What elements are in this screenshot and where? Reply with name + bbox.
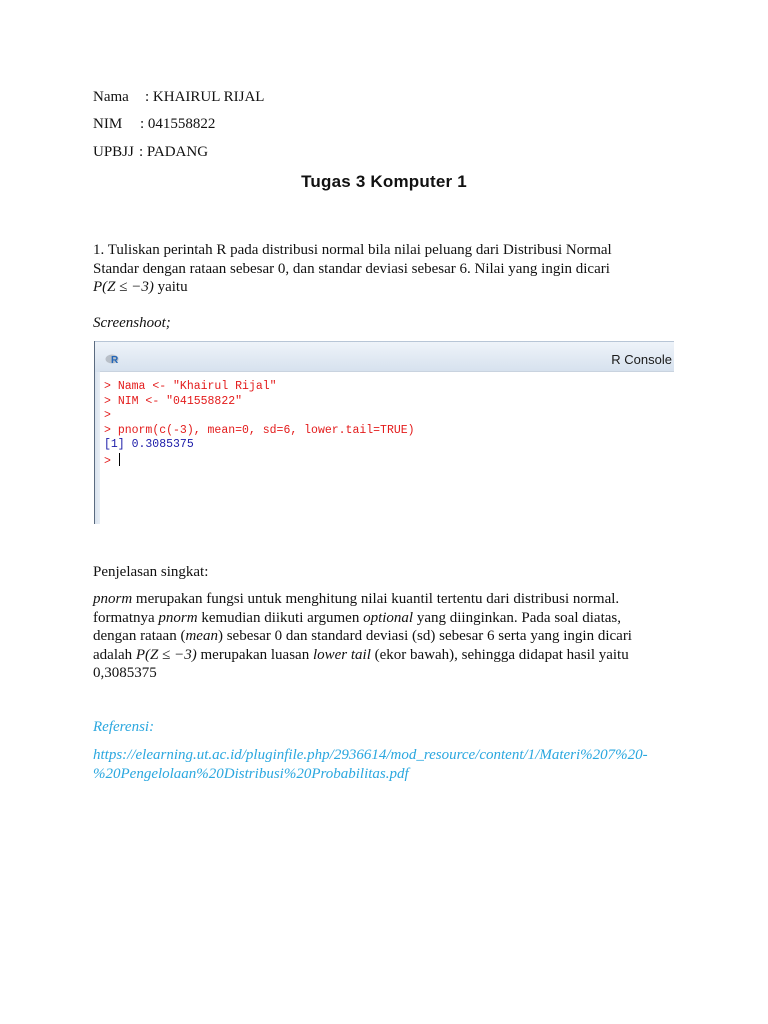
- explanation-text: adalah: [93, 646, 136, 663]
- console-line: [104, 438, 415, 453]
- reference-heading: Referensi:: [93, 719, 155, 735]
- explanation-text: yang diinginkan. Pada soal diatas,: [413, 609, 621, 626]
- term-lower-tail: lower tail: [312, 646, 371, 663]
- console-titlebar: [95, 341, 674, 372]
- explanation-text: dengan rataan (: [93, 628, 186, 644]
- document-title: Tugas 3 Komputer 1: [301, 172, 467, 191]
- explanation-text: merupakan luasan: [196, 646, 313, 663]
- console-line: [104, 424, 415, 439]
- console-prompt: >: [104, 454, 118, 468]
- console-line: [104, 395, 415, 410]
- explanation-text: merupakan fungsi untuk menghitung nilai kuantil tertentu dari distribusi normal.: [132, 591, 620, 607]
- explanation-result: 0,3085375: [93, 665, 157, 681]
- r-console-screenshot: [93, 341, 674, 524]
- console-line: [104, 453, 415, 470]
- console-window-title: R Console: [611, 352, 672, 367]
- console-code: [104, 380, 415, 470]
- nim-value: : 041558822: [140, 116, 216, 132]
- name-value: : KHAIRUL RIJAL: [145, 89, 265, 105]
- question-line-1: 1. Tuliskan perintah R pada distribusi normal bila nilai peluang dari Distribusi Normal: [93, 242, 612, 258]
- explanation-formula: P(Z ≤ −3): [135, 646, 197, 663]
- console-line: [104, 409, 415, 424]
- upbjj-value: : PADANG: [139, 144, 209, 160]
- explanation-line-3: [93, 627, 632, 646]
- screenshot-label: Screenshoot;: [93, 315, 171, 331]
- console-prompt: >: [104, 409, 118, 423]
- term-pnorm: pnorm: [93, 591, 133, 607]
- term-optional: optional: [363, 609, 414, 626]
- console-text: Nama <- "Khairul Rijal": [117, 380, 277, 393]
- question-line-2: Standar dengan rataan sebesar 0, dan standar deviasi sebesar 6. Nilai yang ingin dicari: [93, 260, 610, 277]
- nim-row: [93, 115, 215, 133]
- explanation-text: (ekor bawah), sehingga didapat hasil yaitu: [370, 646, 629, 663]
- reference-link-line-2[interactable]: %20Pengelolaan%20Distribusi%20Probabilitas.pdf: [93, 766, 409, 782]
- console-line: [104, 380, 415, 395]
- term-mean: mean: [185, 628, 218, 644]
- question-line-3-suffix: yaitu: [153, 279, 188, 295]
- explanation-text: formatnya: [93, 609, 159, 626]
- explanation-paragraph: [93, 590, 632, 683]
- console-prompt: >: [104, 380, 118, 393]
- question-paragraph: [93, 241, 612, 297]
- console-prompt: >: [104, 423, 118, 437]
- console-cursor: [119, 453, 120, 466]
- nim-label: NIM: [93, 116, 123, 132]
- r-logo-icon: [105, 353, 121, 365]
- console-output-pane[interactable]: [100, 371, 674, 524]
- name-label: Nama: [93, 89, 129, 105]
- question-line-3: [93, 278, 612, 297]
- explanation-heading: Penjelasan singkat:: [93, 564, 209, 580]
- r-logo-letter: R: [111, 355, 119, 365]
- term-pnorm: pnorm: [158, 609, 198, 626]
- console-text: [1] 0.3085375: [104, 438, 194, 452]
- question-formula: P(Z ≤ −3): [93, 279, 154, 295]
- explanation-text: ) sebesar 0 dan standard deviasi (sd) sebesar 6 serta yang ingin dicari: [217, 628, 632, 644]
- explanation-line-4: [93, 646, 632, 665]
- name-row: [93, 88, 264, 106]
- explanation-line-1: [93, 590, 632, 609]
- explanation-text: kemudian diikuti argumen: [197, 609, 364, 626]
- explanation-line-2: [93, 609, 632, 628]
- upbjj-label: UPBJJ: [93, 144, 134, 160]
- console-prompt: >: [104, 394, 118, 408]
- reference-link[interactable]: [93, 746, 648, 784]
- console-text: NIM <- "041558822": [117, 394, 243, 408]
- console-text: pnorm(c(-3), mean=0, sd=6, lower.tail=TRUE): [117, 423, 415, 437]
- reference-link-line-1[interactable]: https://elearning.ut.ac.id/pluginfile.php/2936614/mod_resource/content/1/Materi%207%20-: [93, 747, 648, 763]
- upbjj-row: [93, 143, 208, 161]
